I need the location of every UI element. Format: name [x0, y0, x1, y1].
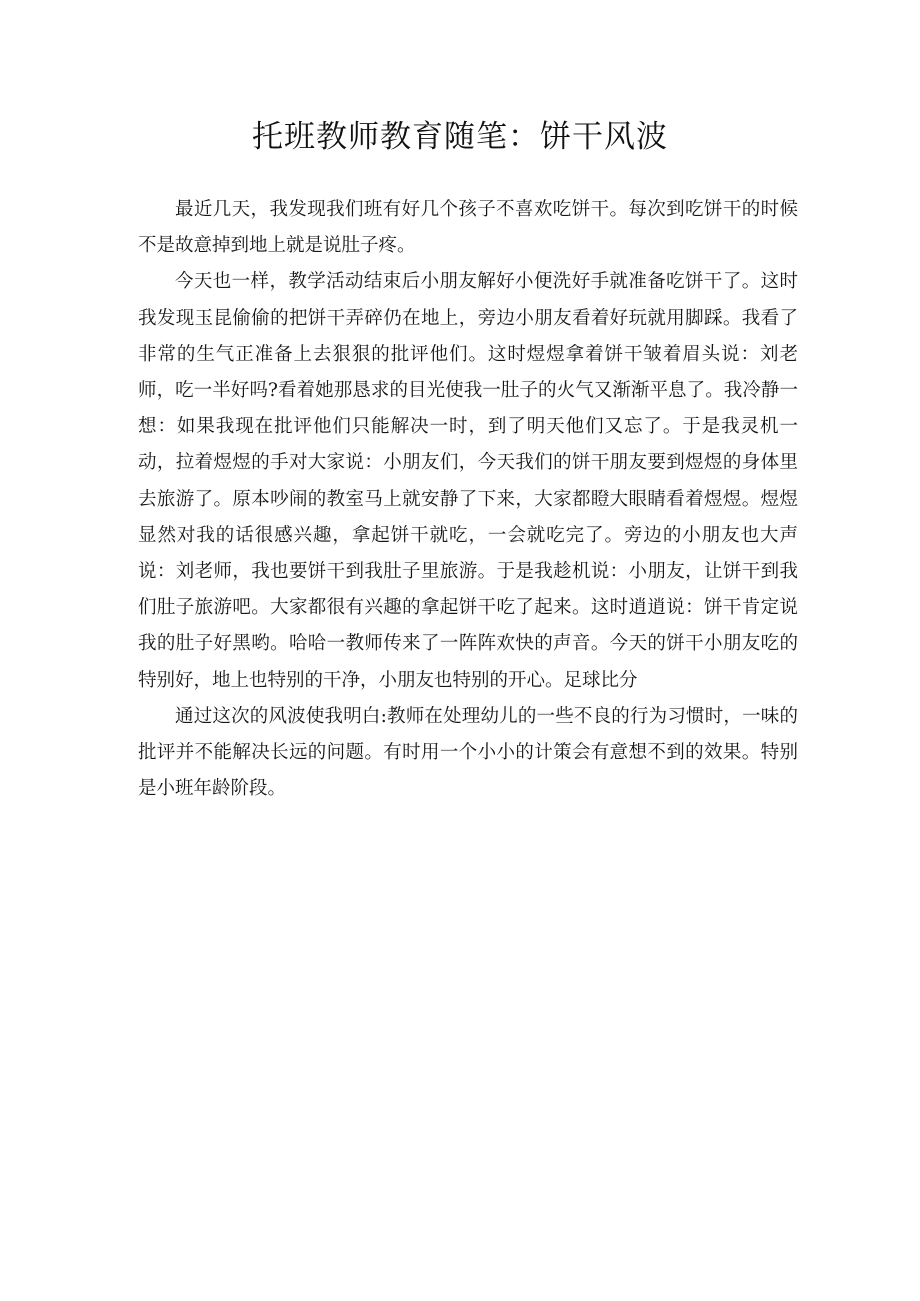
paragraph-1: 最近几天，我发现我们班有好几个孩子不喜欢吃饼干。每次到吃饼干的时候不是故意掉到地上就是说肚子疼。	[138, 199, 798, 257]
paragraph-2: 今天也一样，教学活动结束后小朋友解好小便洗好手就准备吃饼干了。这时我发现玉昆偷偷的把饼干弄碎仍在地上，旁边小朋友看着好玩就用脚踩。我看了非常的生气正准备上去狠狠的批评他们。这时煜煜拿着饼干皱着眉头说：刘老师，吃一半好吗?看着她那恳求的目光使我一肚子的火气又渐渐平息了。我冷静一想：如果我现在批评他们只能解决一时，到了明天他们又忘了。于是我灵机一动，拉着煜煜的手对大家说：小朋友们，今天我们的饼干朋友要到煜煜的身体里去旅游了。原本吵闹的教室马上就安静了下来，大家都瞪大眼睛看着煜煜。煜煜显然对我的话很感兴趣，拿起饼干就吃，一会就吃完了。旁边的小朋友也大声说：刘老师，我也要饼干到我肚子里旅游。于是我趁机说：小朋友，让饼干到我们肚子旅游吧。大家都很有兴趣的拿起饼干吃了起来。这时逍逍说：饼干肯定说我的肚子好黑哟。哈哈一教师传来了一阵阵欢快的声音。今天的饼干小朋友吃的特别好，地上也特别的干净，小朋友也特别的开心。足球比分	[138, 271, 798, 691]
document-title: 托班教师教育随笔：饼干风波	[252, 119, 668, 155]
document-body	[138, 192, 798, 807]
paragraph-3: 通过这次的风波使我明白:教师在处理幼儿的一些不良的行为习惯时，一味的批评并不能解决长远的问题。有时用一个小小的计策会有意想不到的效果。特别是小班年龄阶段。	[138, 705, 798, 800]
